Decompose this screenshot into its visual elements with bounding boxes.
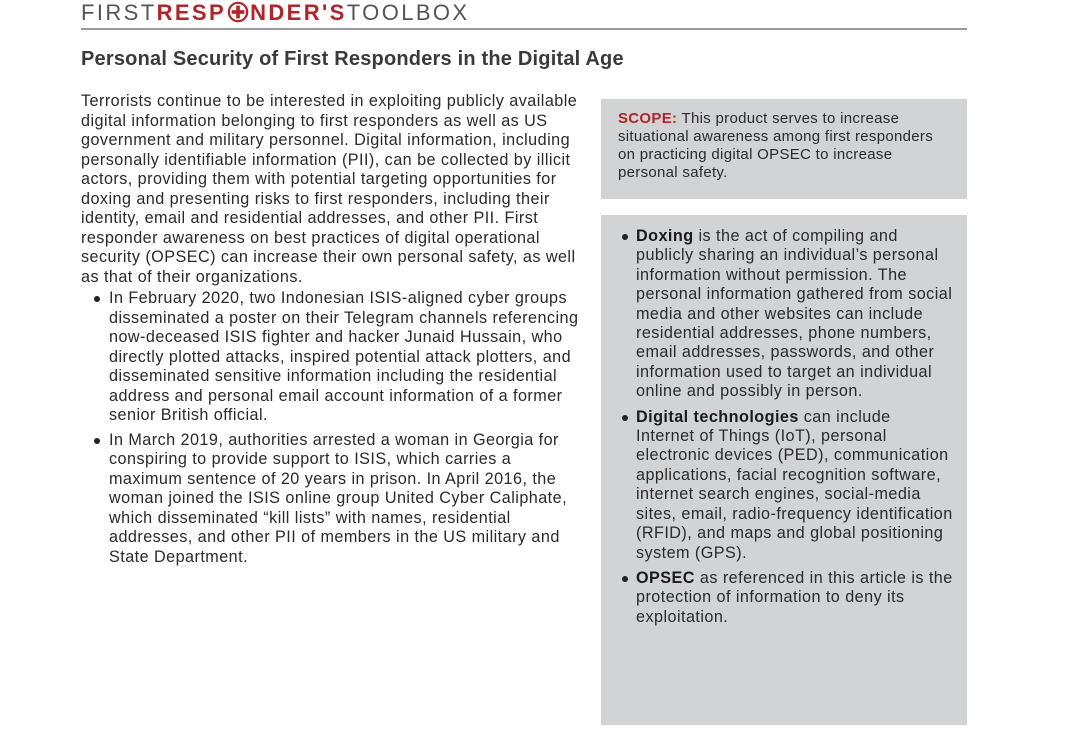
list-item <box>109 431 581 568</box>
scope-description: This product serves to increase situational awareness among first responders on practicing digital OPSEC to increase personal safety. <box>618 110 934 181</box>
main-column <box>81 92 581 572</box>
bullet-icon <box>622 415 628 421</box>
scope-label: SCOPE: <box>618 110 678 127</box>
bullet-icon <box>622 234 628 240</box>
star-of-life-icon <box>227 1 249 23</box>
brand-first: FIRST <box>81 0 157 25</box>
scope-box <box>601 99 967 199</box>
definition-term: Doxing <box>636 227 694 245</box>
scope-text <box>618 110 953 182</box>
definition-term: OPSEC <box>636 568 695 587</box>
example-list <box>81 289 581 567</box>
brand-responders-b: NDER'S <box>250 0 347 25</box>
definitions-box <box>601 215 967 725</box>
list-item-text: In March 2019, authorities arrested a woman in Georgia for conspiring to provide support to ISIS, which carries a maximum sentence of 20 years in prison. In April 2016, the woman joined the ISIS online group United Cyber Caliphate, which disseminated “kill lists” with names, residential addresses, and other PII of members in the US military and State Department. <box>109 430 568 566</box>
definition-term: Digital technologies <box>636 407 799 426</box>
definitions-list <box>636 227 954 633</box>
page-title: Personal Security of First Responders in the Digital Age <box>81 48 624 70</box>
definition-item <box>636 227 954 402</box>
definition-text: as referenced in this article is the protection of information to deny its exploitation. <box>636 568 953 626</box>
brand-logo <box>81 0 470 27</box>
intro-paragraph: Terrorists continue to be interested in exploiting publicly available digital information belonging to first responders as well as US government and military personnel. Digital information, including personally identifiable information (PII), can be collected by illicit actors, providing them with potential targeting opportunities for doxing and presenting risks to first responders, including their identity, email and residential addresses, and other PII. First responder awareness on best practices of digital operational security (OPSEC) can increase their own personal safety, as well as that of their organizations. <box>81 92 578 286</box>
definition-item <box>636 569 954 627</box>
bullet-icon <box>94 438 100 444</box>
definition-text: can include Internet of Things (IoT), personal electronic devices (PED), communication applications, facial recognition software, internet search engines, social-media sites, email, radio-frequency identification (RFID), and maps and global positioning system (GPS). <box>636 407 953 562</box>
bullet-icon <box>622 576 628 582</box>
list-item-text: In February 2020, two Indonesian ISIS-aligned cyber groups disseminated a poster on their Telegram channels referencing now-deceased ISIS fighter and hacker Junaid Hussain, who directly plotted attacks, inspired potential attack plotters, and disseminated sensitive information including the residential address and personal email account information of a former senior British official. <box>109 289 579 424</box>
definition-text: is the act of compiling and publicly sharing an individual’s personal information without permission. The personal information gathered from social media and other websites can include residential addresses, phone numbers, email addresses, passwords, and other information used to target an individual online and possibly in person. <box>636 227 953 401</box>
brand-responders-a: RESP <box>156 0 227 25</box>
definition-item <box>636 408 954 563</box>
list-item <box>109 289 581 426</box>
bullet-icon <box>94 296 100 302</box>
document-header <box>81 0 967 30</box>
brand-toolbox: TOOLBOX <box>346 0 470 25</box>
